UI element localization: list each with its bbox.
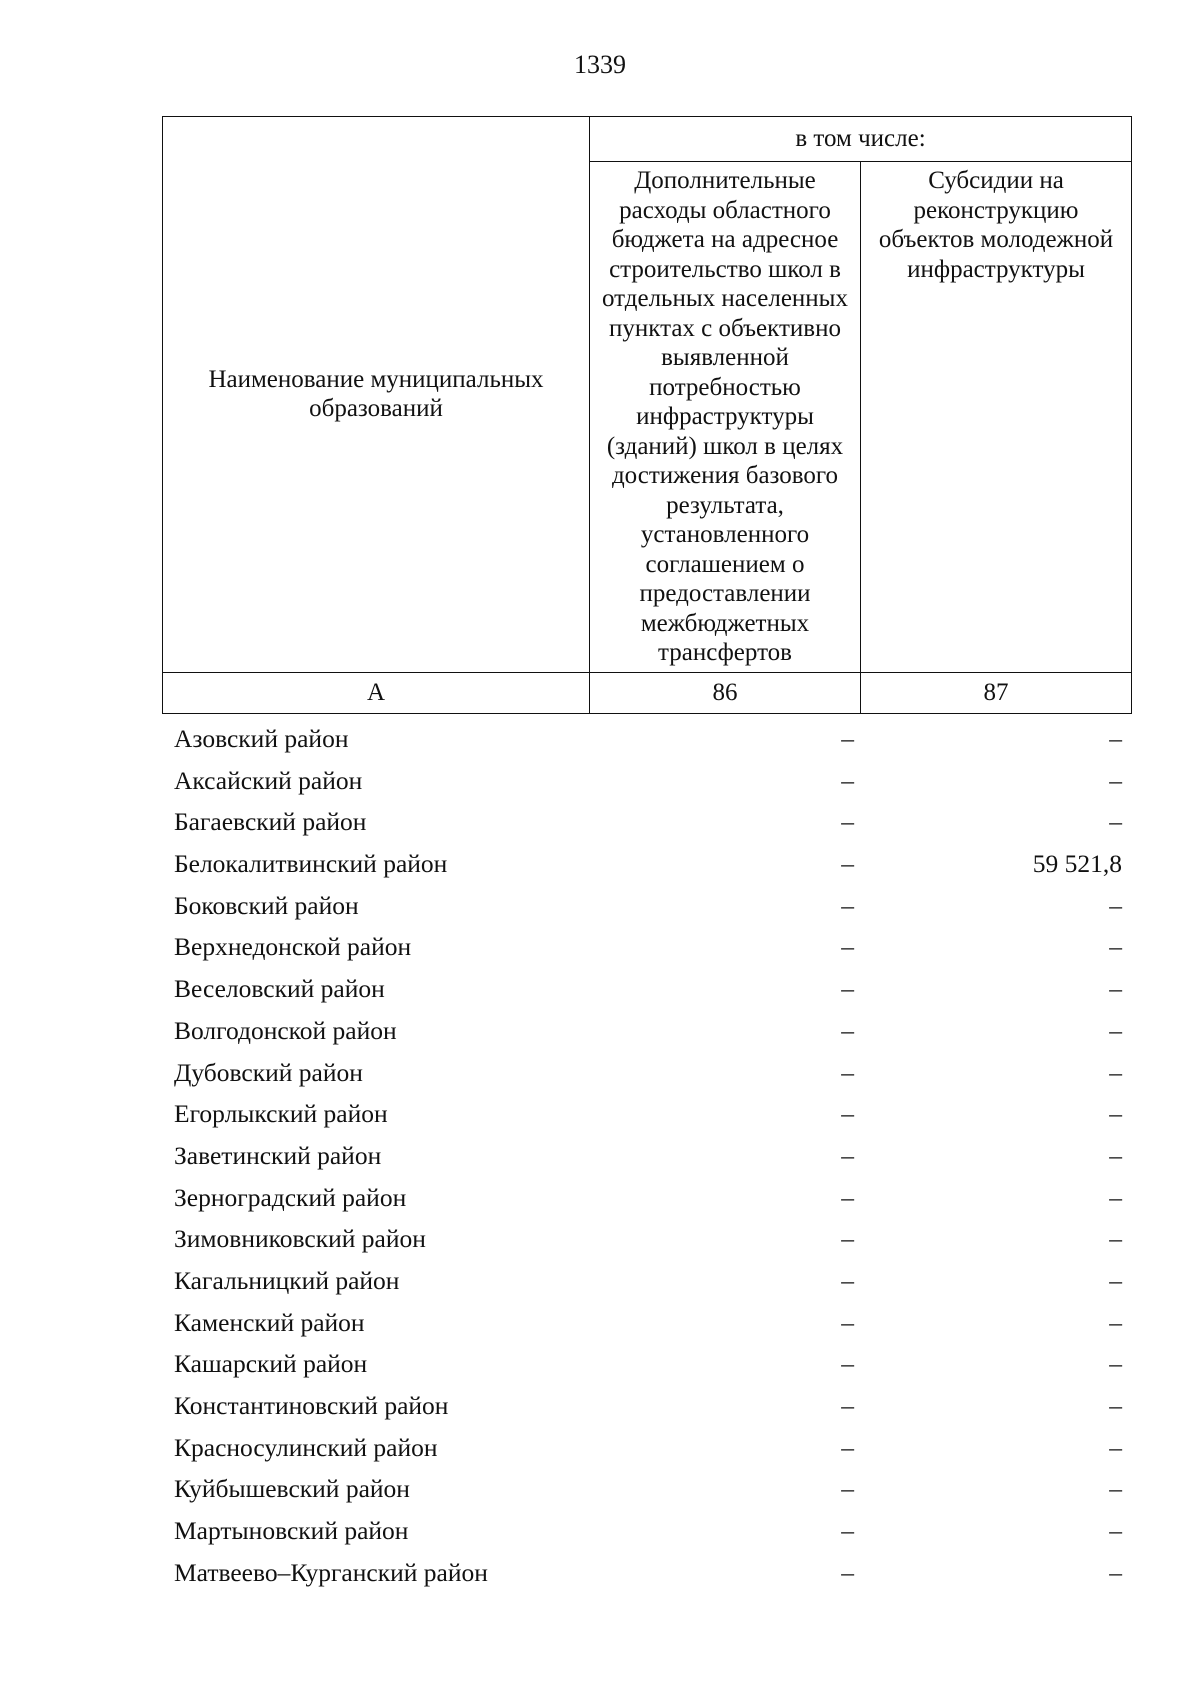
row-value-87: – [1109, 1015, 1122, 1045]
column-number-86: 86 [590, 672, 861, 713]
row-value-86: – [841, 1224, 854, 1254]
table-row [162, 801, 1132, 843]
row-name: Аксайский район [174, 765, 363, 795]
row-value-87: – [1109, 1307, 1122, 1337]
table-row [162, 718, 1132, 760]
row-value-86: – [841, 932, 854, 962]
table-row [162, 1510, 1132, 1552]
row-value-86: – [841, 1182, 854, 1212]
header-group-including: в том числе: [590, 117, 1132, 162]
row-name: Красносулинский район [174, 1432, 438, 1462]
table-row [162, 1135, 1132, 1177]
row-value-86: – [841, 1015, 854, 1045]
row-name: Волгодонской район [174, 1015, 397, 1045]
row-value-86: – [841, 849, 854, 879]
table-row [162, 885, 1132, 927]
row-value-87: – [1109, 1391, 1122, 1420]
table-row [162, 760, 1132, 802]
table-row [162, 1427, 1132, 1469]
row-value-86: – [841, 807, 854, 837]
header-municipality-name [163, 117, 590, 673]
row-value-86: – [841, 1057, 854, 1087]
table-header [162, 116, 1132, 714]
row-value-86: – [841, 1099, 854, 1129]
row-value-87: – [1109, 1099, 1122, 1129]
row-value-86: – [841, 1307, 854, 1337]
row-value-87: – [1109, 1516, 1122, 1546]
header-column-86 [590, 162, 861, 673]
row-name: Константиновский район [174, 1391, 449, 1420]
row-name: Кашарский район [174, 1349, 368, 1379]
table-row [162, 1177, 1132, 1219]
row-value-87: – [1109, 1265, 1122, 1295]
row-value-87: – [1109, 1140, 1122, 1170]
row-value-87: – [1109, 724, 1122, 753]
header-column-86-text: Дополнительные расходы областного бюджета на адресное строительство школ в отдельных населенных пунктах с объективно выявленной потребностью инфраструктуры (зданий) школ в целях достижения базового результата, установленного соглашением о предоставлении межбюджетных трансфертов [602, 167, 848, 666]
table-row [162, 1260, 1132, 1302]
table-row [162, 1552, 1132, 1594]
row-value-87: – [1109, 1182, 1122, 1212]
table-row [162, 926, 1132, 968]
row-value-86: – [841, 1265, 854, 1295]
row-name: Веселовский район [174, 974, 385, 1004]
row-name: Дубовский район [174, 1057, 363, 1087]
row-value-87: – [1109, 1349, 1122, 1379]
row-name: Азовский район [174, 724, 349, 753]
row-value-86: – [841, 1474, 854, 1504]
table-row [162, 1093, 1132, 1135]
column-number-87: 87 [861, 672, 1132, 713]
row-name: Боковский район [174, 890, 359, 920]
row-name: Кагальницкий район [174, 1265, 400, 1295]
row-value-87: – [1109, 1557, 1122, 1587]
table-body [162, 718, 1132, 1593]
row-value-86: – [841, 1432, 854, 1462]
row-value-87: – [1109, 974, 1122, 1004]
table-row [162, 968, 1132, 1010]
header-column-87-text: Субсидии на реконструкцию объектов молодежной инфраструктуры [878, 167, 1114, 283]
row-name: Егорлыкский район [174, 1099, 388, 1129]
row-name: Мартыновский район [174, 1516, 409, 1546]
table-row [162, 1218, 1132, 1260]
header-column-87 [861, 162, 1132, 673]
row-value-87: – [1109, 1432, 1122, 1462]
row-value-87: – [1109, 1474, 1122, 1504]
row-value-86: – [841, 974, 854, 1004]
row-value-86: – [841, 1140, 854, 1170]
table-row [162, 1343, 1132, 1385]
row-name: Белокалитвинский район [174, 849, 448, 879]
table-row [162, 1468, 1132, 1510]
row-name: Куйбышевский район [174, 1474, 410, 1504]
row-name: Матвеево–Курганский район [174, 1557, 488, 1587]
row-value-86: – [841, 1391, 854, 1420]
table-row [162, 1010, 1132, 1052]
column-number-a: А [163, 672, 590, 713]
row-value-87: – [1109, 765, 1122, 795]
row-name: Заветинский район [174, 1140, 382, 1170]
table-row [162, 1052, 1132, 1094]
row-name: Верхнедонской район [174, 932, 412, 962]
row-value-87: – [1109, 932, 1122, 962]
page-number: 1339 [574, 50, 626, 79]
table-row [162, 843, 1132, 885]
table-row [162, 1302, 1132, 1344]
row-value-86: – [841, 1349, 854, 1379]
row-value-86: – [841, 890, 854, 920]
row-value-86: – [841, 1557, 854, 1587]
row-value-87: 59 521,8 [1032, 849, 1122, 879]
row-value-87: – [1109, 890, 1122, 920]
row-value-86: – [841, 1516, 854, 1546]
row-value-87: – [1109, 1224, 1122, 1254]
row-name: Зерноградский район [174, 1182, 407, 1212]
table-row [162, 1385, 1132, 1427]
row-name: Каменский район [174, 1307, 365, 1337]
row-name: Багаевский район [174, 807, 367, 837]
row-value-86: – [841, 724, 854, 753]
row-value-87: – [1109, 807, 1122, 837]
header-municipality-name-text: Наименование муниципальных образований [208, 365, 544, 423]
row-name: Зимовниковский район [174, 1224, 426, 1254]
row-value-87: – [1109, 1057, 1122, 1087]
row-value-86: – [841, 765, 854, 795]
